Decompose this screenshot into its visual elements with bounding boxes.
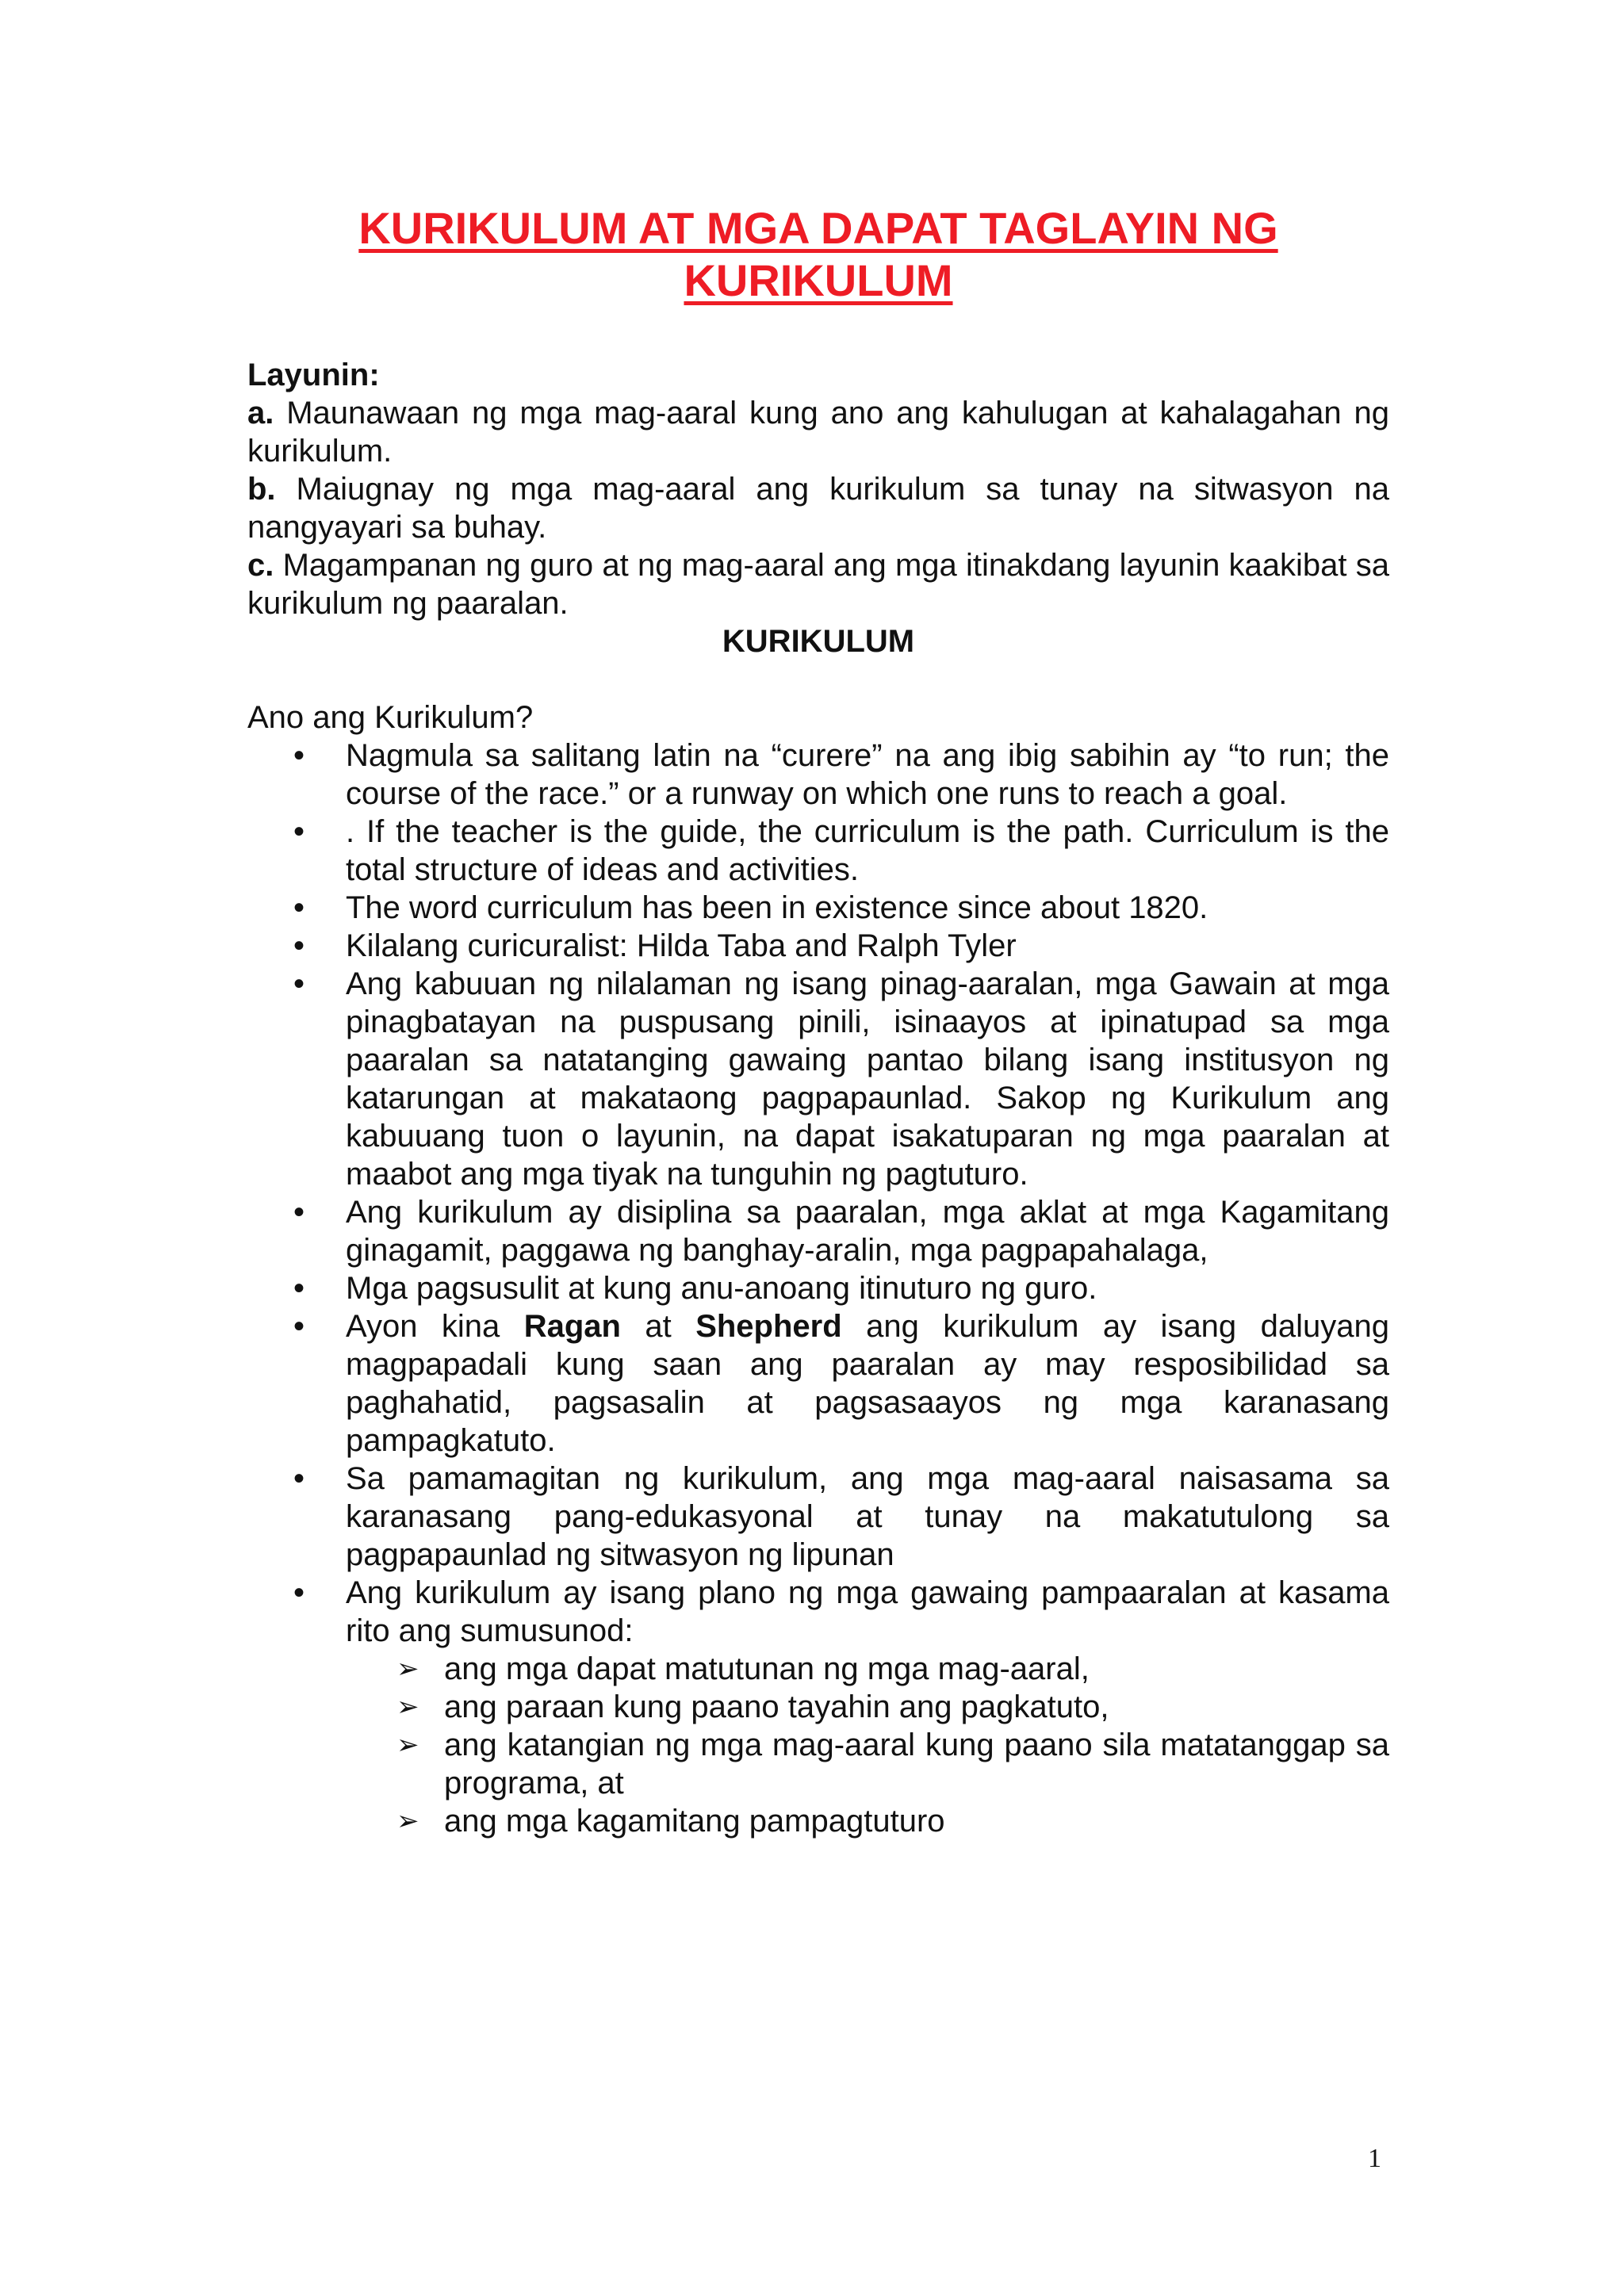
question-heading: Ano ang Kurikulum? — [247, 700, 534, 735]
bullet-icon: • — [293, 1309, 305, 1344]
list-item-text: The word curriculum has been in existence since about 1820. — [346, 890, 1208, 925]
list-item-text: Ang kabuuan ng nilalaman ng isang pinag-aaralan, mga Gawain at mga pinagbatayan na puspusang pinili, isinaayos at ipinatupad sa mga paaralan sa natatanging gawaing pantao bilang isang institusyon ng katarungan at makataong pagpapaunlad. Sakop ng Kurikulum ang kabuuang tuon o layunin, na dapat isakatuparan ng mga paaralan at maabot ang mga tiyak na tunguhin ng pagtuturo. — [346, 966, 1389, 1192]
page-number: 1 — [1368, 2144, 1381, 2173]
list-item-text: ang kurikulum ay isang daluyang magpapadali kung saan ang paaralan ay may resposibilidad sa paghahatid, pagsasalin at pagsasaayos ng mga karanasang pampagkatuto. — [346, 1309, 1389, 1458]
list-item-ragan-shepherd — [247, 1307, 1389, 1460]
author-name-shepherd: Shepherd — [695, 1309, 842, 1344]
list-item-plan — [247, 1574, 1389, 1840]
bullet-icon: • — [293, 928, 305, 963]
list-item — [247, 1460, 1389, 1574]
sub-list-item — [346, 1650, 1389, 1688]
bullet-icon: • — [293, 738, 305, 773]
document-title — [247, 202, 1389, 307]
bullet-icon: • — [293, 1575, 305, 1610]
list-item — [247, 1269, 1389, 1307]
sub-list-item-text: ang katangian ng mga mag-aaral kung paano sila matatanggap sa programa, at — [444, 1728, 1389, 1800]
list-item — [247, 927, 1389, 965]
list-item — [247, 889, 1389, 927]
sub-list-item-text: ang mga dapat matutunan ng mga mag-aaral, — [444, 1651, 1090, 1686]
list-item — [247, 737, 1389, 813]
author-name-ragan: Ragan — [523, 1309, 621, 1344]
title-line-1: KURIKULUM AT MGA DAPAT TAGLAYIN NG — [358, 203, 1278, 253]
bullet-icon: • — [293, 966, 305, 1001]
sub-list — [346, 1650, 1389, 1840]
sub-list-item — [346, 1688, 1389, 1726]
list-item — [247, 1193, 1389, 1269]
list-item-text: . If the teacher is the guide, the curriculum is the path. Curriculum is the total structure of ideas and activities. — [346, 814, 1389, 887]
sub-list-item-text: ang mga kagamitang pampagtuturo — [444, 1804, 945, 1839]
list-item-text: at — [620, 1309, 696, 1344]
list-item-text: Ang kurikulum ay isang plano ng mga gawaing pampaaralan at kasama rito ang sumusunod: — [346, 1575, 1389, 1648]
list-item — [247, 813, 1389, 889]
sub-list-item-text: ang paraan kung paano tayahin ang pagkatuto, — [444, 1689, 1109, 1724]
list-item-text: Ayon kina — [346, 1309, 524, 1344]
sub-list-item — [346, 1802, 1389, 1840]
list-item-text: Sa pamamagitan ng kurikulum, ang mga mag-aaral naisasama sa karanasang pang-edukasyonal at tunay na makatutulong sa pagpapaunlad ng sitwasyon ng lipunan — [346, 1461, 1389, 1572]
objectives-heading: Layunin: — [247, 358, 380, 392]
objective-item-c — [247, 546, 1389, 622]
objectives-section — [247, 356, 1389, 660]
objective-text: Maiugnay ng mga mag-aaral ang kurikulum sa tunay na sitwasyon na nangyayari sa buhay. — [247, 472, 1389, 545]
sub-list-item — [346, 1726, 1389, 1802]
objective-item-a — [247, 394, 1389, 470]
arrow-bullet-icon: ➢ — [396, 1805, 419, 1837]
list-item — [247, 965, 1389, 1193]
objective-letter: a. — [247, 396, 274, 430]
list-item-text: Nagmula sa salitang latin na “curere” na ang ibig sabihin ay “to run; the course of the race.” or a runway on which one runs to reach a goal. — [346, 738, 1389, 811]
bullet-icon: • — [293, 1271, 305, 1306]
definition-section — [247, 698, 1389, 1840]
objective-text: Maunawaan ng mga mag-aaral kung ano ang kahulugan at kahalagahan ng kurikulum. — [247, 396, 1389, 469]
arrow-bullet-icon: ➢ — [396, 1691, 419, 1723]
list-item-text: Kilalang curicuralist: Hilda Taba and Ralph Tyler — [346, 928, 1017, 963]
objective-text: Magampanan ng guro at ng mag-aaral ang mga itinakdang layunin kaakibat sa kurikulum ng paaralan. — [247, 548, 1389, 621]
bullet-icon: • — [293, 1461, 305, 1496]
bullet-list — [247, 737, 1389, 1840]
document-page — [247, 202, 1389, 1840]
objective-letter: b. — [247, 472, 276, 507]
bullet-icon: • — [293, 814, 305, 849]
bullet-icon: • — [293, 890, 305, 925]
objective-item-b — [247, 470, 1389, 546]
title-line-2: KURIKULUM — [684, 255, 953, 305]
arrow-bullet-icon: ➢ — [396, 1729, 419, 1761]
list-item-text: Ang kurikulum ay disiplina sa paaralan, mga aklat at mga Kagamitang ginagamit, paggawa ng banghay-aralin, mga pagpapahalaga, — [346, 1195, 1389, 1268]
bullet-icon: • — [293, 1195, 305, 1230]
list-item-text: Mga pagsusulit at kung anu-anoang itinuturo ng guro. — [346, 1271, 1097, 1306]
section-heading: KURIKULUM — [722, 624, 915, 659]
arrow-bullet-icon: ➢ — [396, 1653, 419, 1685]
objective-letter: c. — [247, 548, 274, 583]
